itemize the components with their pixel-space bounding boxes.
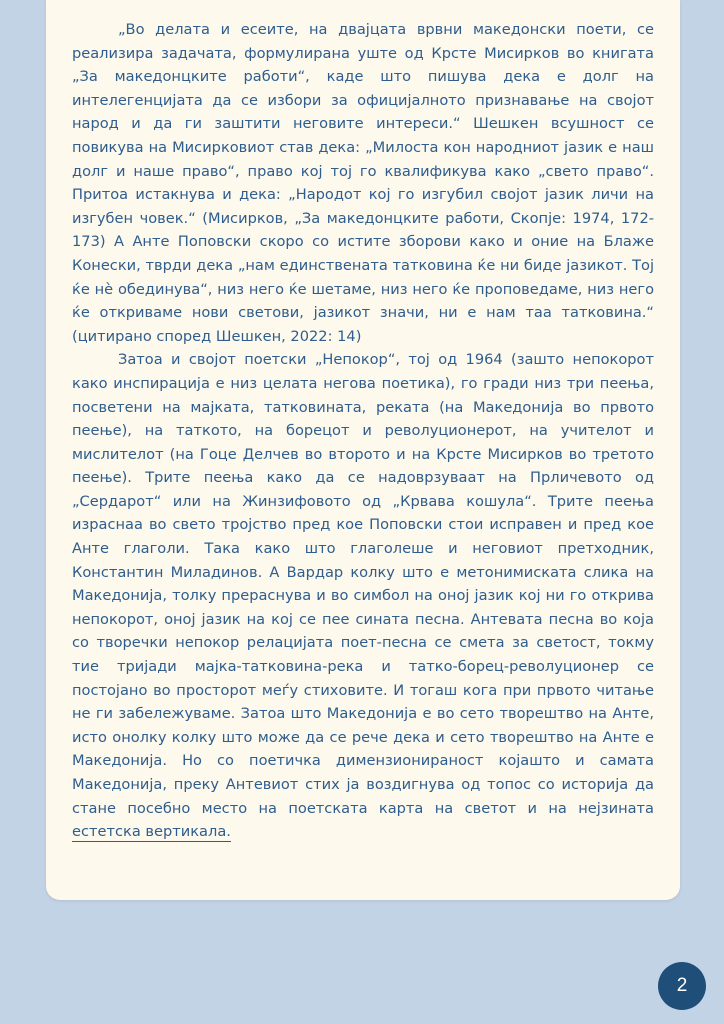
document-body — [72, 18, 654, 844]
page-number-label: 2 — [676, 975, 688, 996]
paragraph-1: „Во делата и есеите, на двајцата врвни македонски поети, се реализира задачата, формулирана уште од Крсте Мисирков во книгата „За македонцките работи“, каде што пишува дека е долг на интелегенцијата да се избори за официјалното признавање на својот народ и да ги заштити неговите интереси.“ Шешкен всушност се повикува на Мисирковиот став дека: „Милоста кон народниот јазик е наш долг и наше право“, право кој тој го квалификува како „свето право“. Притоа истакнува и дека: „Народот кој го изгубил својот јазик личи на изгубен човек.“ (Мисирков, „За македонцките работи, Скопје: 1974, 172-173) А Анте Поповски скоро со истите зборови како и оние на Блаже Конески, тврди дека „нам единствената татковина ќе ни биде јазикот. Тој ќе нè обединува“, низ него ќе шетаме, низ него ќе проповедаме, низ него ќе откриваме нови светови, јазикот значи, ни е нам таа татковина.“ (цитирано според Шешкен, 2022: 14) — [72, 21, 654, 345]
document-page — [46, 0, 680, 900]
paragraph-2-main: Затоа и својот поетски „Непокор“, тој од 1964 (зашто непокорот како инспирација е низ целата негова поетика), го гради низ три пеења, посветени на мајката, татковината, реката (на Македонија во првото пеење), на таткото, на борецот и револуционерот, на учителот и мислителот (на Гоце Делчев во второто и на Крсте Мисирков во третото пеење). Трите пеења како да се надоврзуваат на Прличевото од „Сердарот“ или на Жинзифовото од „Крвава кошула“. Трите пеења израснаа во свето тројство пред кое Поповски стои исправен и пред кое Анте глаголи. Така како што глаголеше и неговиот претходник, Константин Миладинов. А Вардар колку што е метонимиската слика на Македонија, толку прераснува и во симбол на оној јазик кој ни го открива непокорот, оној јазик на кој се пее сината песна. Антевата песна во која со творечки непокор релацијата поет-песна се смета за светост, токму тие тријади мајка-татковина-река и татко-борец-револуционер се постојано во просторот меѓу стиховите. И тогаш кога при првото читање не ги забележуваме. Затоа што Македонија е во сето творештво на Анте, исто онолку колку што може да се рече дека и сето творештво на Анте е Македонија. Но со поетичка димензионираност којашто и самата Македонија, преку Антевиот стих ја воздигнува од топос со историја да стане посебно место на поетската карта на светот и на нејзината — [72, 351, 654, 817]
paragraph-2-underlined-tail: естетска вертикала. — [72, 823, 231, 841]
page-number-badge — [658, 962, 706, 1010]
paragraph-2 — [72, 348, 654, 843]
